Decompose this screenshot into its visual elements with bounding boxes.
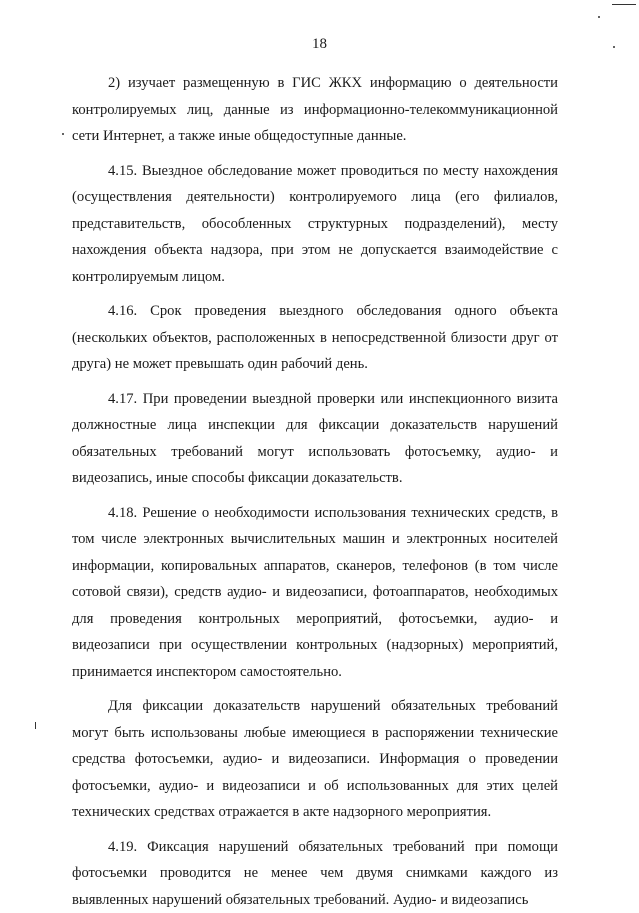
document-body: [72, 70, 558, 913]
scan-artifact: [62, 133, 64, 135]
paragraph-4-15: 4.15. Выездное обследование может проводиться по месту нахождения (осуществления деятельности) контролируемого лица (его филиалов, представительств, обособленных структурных подразделений), месту нахождения объекта надзора, при этом не допускается взаимодействие с контролируемым лицом.: [72, 158, 558, 291]
paragraph-2-item: 2) изучает размещенную в ГИС ЖКХ информацию о деятельности контролируемых лиц, данные из информационно-телекоммуникационной сети Интернет, а также иные общедоступные данные.: [72, 70, 558, 150]
scan-artifact: [35, 722, 36, 729]
page-number: 18: [0, 36, 639, 53]
scan-artifact: [612, 4, 636, 5]
paragraph-4-16: 4.16. Срок проведения выездного обследования одного объекта (нескольких объектов, расположенных в непосредственной близости друг от друга) не может превышать один рабочий день.: [72, 298, 558, 378]
paragraph-4-19: 4.19. Фиксация нарушений обязательных требований при помощи фотосъемки проводится не менее чем двумя снимками каждого из выявленных нарушений обязательных требований. Аудио- и видеозапись: [72, 834, 558, 913]
paragraph-evidence-fixation: Для фиксации доказательств нарушений обязательных требований могут быть использованы любые имеющиеся в распоряжении технические средства фотосъемки, аудио- и видеозаписи. Информация о проведении фотосъемки, аудио- и видеозаписи и об использованных для этих целей технических средствах отражается в акте надзорного мероприятия.: [72, 693, 558, 826]
paragraph-4-17: 4.17. При проведении выездной проверки или инспекционного визита должностные лица инспекции для фиксации доказательств нарушений обязательных требований могут использовать фотосъемку, аудио- и видеозапись, иные способы фиксации доказательств.: [72, 386, 558, 492]
paragraph-4-18: 4.18. Решение о необходимости использования технических средств, в том числе электронных вычислительных машин и электронных носителей информации, копировальных аппаратов, сканеров, телефонов (в том числе сотовой связи), средств аудио- и видеозаписи, фотоаппаратов, необходимых для проведения контрольных мероприятий, фотосъемки, аудио- и видеозаписи при осуществлении контрольных (надзорных) мероприятий, принимается инспектором самостоятельно.: [72, 500, 558, 686]
scan-artifact: [598, 16, 600, 18]
